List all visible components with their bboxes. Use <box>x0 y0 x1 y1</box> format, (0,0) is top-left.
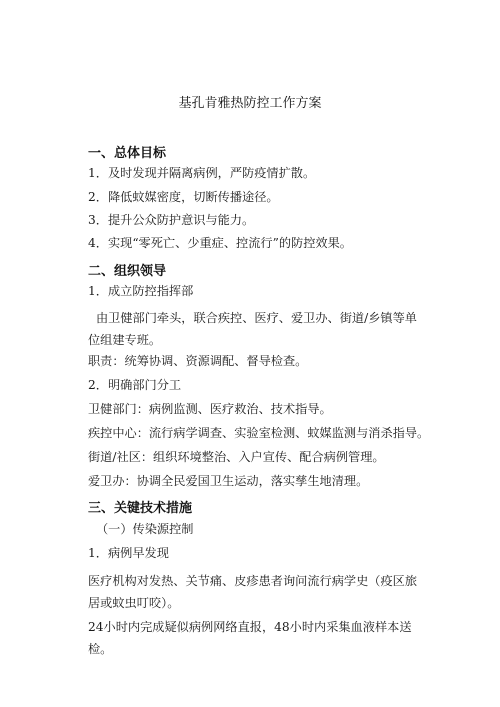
org-division-community: 街道/社区：组织环境整治、入户宣传、配合病例管理。 <box>88 450 385 464</box>
goal-item-3: 3．提升公众防护意识与能力。 <box>88 213 255 227</box>
org-division-patriotic-health: 爱卫办：协调全民爱国卫生运动，落实孳生地清理。 <box>88 474 369 488</box>
goal-item-2: 2．降低蚊媒密度，切断传播途径。 <box>88 190 279 204</box>
measure-item-1: 1．病例早发现 <box>88 546 169 560</box>
section-heading-goals: 一、总体目标 <box>88 146 167 161</box>
org-division-cdc: 疾控中心：流行病学调查、实验室检测、蚊媒监测与消杀指导。 <box>88 426 430 440</box>
section-heading-technical-measures: 三、关键技术措施 <box>88 501 193 516</box>
goal-item-1: 1．及时发现并隔离病例，严防疫情扩散。 <box>88 166 316 180</box>
section-heading-organization: 二、组织领导 <box>88 264 167 279</box>
org-responsibilities: 职责：统筹协调、资源调配、督导检查。 <box>88 354 308 368</box>
subsection-source-control: （一）传染源控制 <box>96 522 194 536</box>
org-division-health: 卫健部门：病例监测、医疗救治、技术指导。 <box>88 402 332 416</box>
goal-item-4: 4．实现“零死亡、少重症、控流行”的防控效果。 <box>88 236 352 250</box>
measure-paragraph-reporting: 24小时内完成疑似病例网络直报，48小时内采集血液样本送检。 <box>88 620 412 656</box>
document-title: 基孔肯雅热防控工作方案 <box>178 96 322 111</box>
org-item-2: 2．明确部门分工 <box>88 378 182 392</box>
measure-paragraph-inquiry: 医疗机构对发热、关节痛、皮疹患者询问流行病学史（疫区旅居或蚊虫叮咬）。 <box>88 574 418 610</box>
org-paragraph-command: 由卫健部门牵头，联合疾控、医疗、爱卫办、街道/乡镇等单位组建专班。 <box>88 311 417 347</box>
org-item-1: 1．成立防控指挥部 <box>88 284 194 298</box>
